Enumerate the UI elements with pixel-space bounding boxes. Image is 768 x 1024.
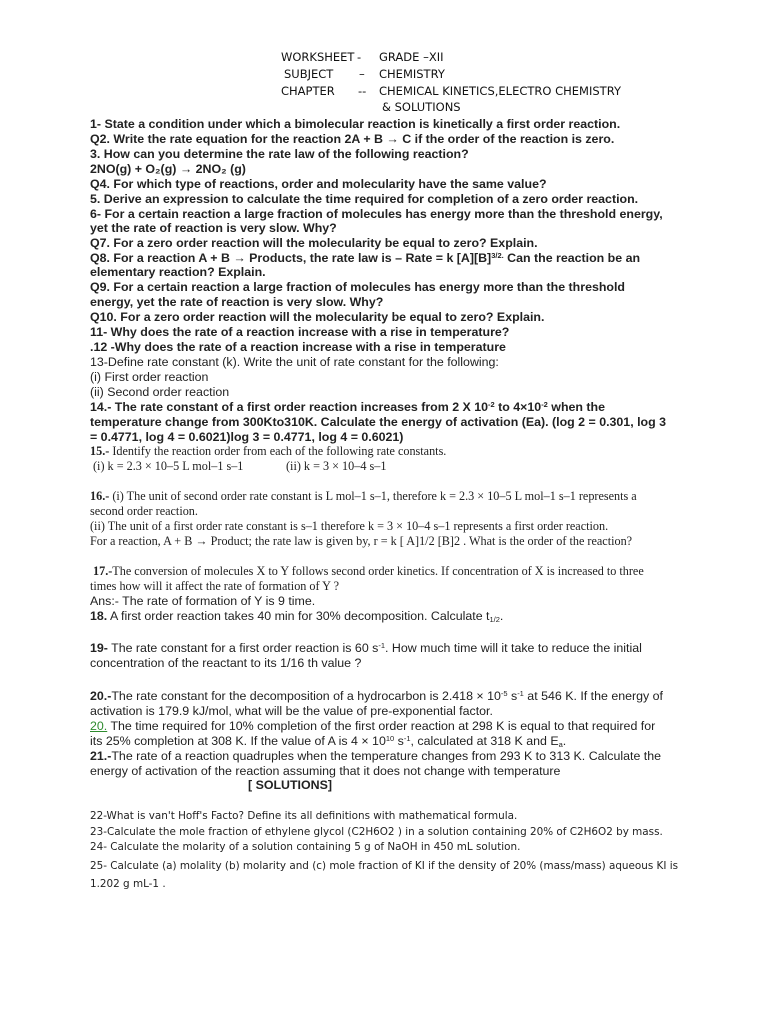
question-14-line-1: 14.- The rate constant of a first order reaction increases from 2 X $10^{-2}$ to $4\times 10^{-2}$ when the [90,400,605,414]
question-6-line-1: 6- For a certain reaction a large fraction of molecules has energy more than the threshold energy, [90,207,663,221]
question-16-line-2: second order reaction. [90,504,198,518]
question-12: .12 -Why does the rate of a reaction increase with a rise in temperature [90,340,506,354]
question-2: Q2. Write the rate equation for the reaction 2A + B → C if the order of the reaction is zero. [90,132,615,146]
question-22: 22-What is van't Hoff's Facto? Define its all definitions with mathematical formula. [90,810,518,822]
question-5: 5. Derive an expression to calculate the time required for completion of a zero order reaction. [90,192,639,206]
question-16-line-1: 16.- (i) The unit of second order rate constant is L mol–1 s–1, therefore k = 2.3 × 10–5 L mol–1 s–1 represents a [90,489,637,503]
solutions-heading: [ SOLUTIONS] [248,778,332,792]
question-3-equation: 2NO(g) + O₂(g) → 2NO₂ (g) [90,162,246,176]
header-label-subject: SUBJECT [284,67,334,81]
question-15-part-ii: (ii) k = 3 × 10–4 s–1 [286,459,387,473]
question-14-line-3: = 0.4771, log 4 = 0.6021)log 3 = 0.4771, log 4 = 0.6021) [90,430,404,444]
header-subject: CHEMISTRY [379,67,445,81]
question-19-line-2: concentration of the reactant to its 1/16 th value ? [90,656,362,670]
question-13-part-ii: (ii) Second order reaction [90,385,230,399]
question-14-line-2: temperature change from 300Kto310K. Calculate the energy of activation (Ea). (log 2 = 0.301, log 3 [90,415,666,429]
question-24: 24- Calculate the molarity of a solution containing 5 g of NaOH in 450 mL solution. [90,841,521,853]
question-15-part-i: (i) k = 2.3 × 10–5 L mol–1 s–1 [93,459,244,473]
question-13-part-i: (i) First order reaction [90,370,209,384]
question-16-line-3: (ii) The unit of a first order rate constant is s–1 therefore k = 3 × 10–4 s–1 represents a first order reaction. [90,519,609,533]
header-sep-1: - [357,50,362,64]
header-sep-2: – [359,67,365,81]
question-4: Q4. For which type of reactions, order and molecularity have the same value? [90,177,547,191]
question-6-line-2: yet the rate of reaction is very slow. Why? [90,221,337,235]
question-21-line-2: energy of activation of the reaction assuming that it does not change with temperature [90,764,561,778]
question-7: Q7. For a zero order reaction will the molecularity be equal to zero? Explain. [90,236,538,250]
header-chapter-cont: & SOLUTIONS [382,100,461,114]
header-sep-3: -- [358,84,367,98]
question-23: 23-Calculate the mole fraction of ethylene glycol (C2H6O2 ) in a solution containing 20% of C2H6O2 by mass. [90,826,663,838]
question-20b-line-2: its 25% completion at 308 K. If the value of A is $4 \times 10^{10}$ $s^{-1}$, calculated at 318 K and $E_a$. [90,734,567,749]
question-25-line-1: 25- Calculate (a) molality (b) molarity and (c) mole fraction of KI if the density of 20% (mass/mass) aqueous KI is [90,860,679,872]
question-20-line-2: activation is 179.9 kJ/mol, what will be the value of pre-exponential factor. [90,704,493,718]
question-17-answer: Ans:- The rate of formation of Y is 9 time. [90,594,316,608]
header-grade: GRADE –XII [379,50,444,64]
question-1: 1- State a condition under which a bimolecular reaction is kinetically a first order reaction. [90,117,621,131]
question-25-line-2: 1.202 g mL-1 . [90,878,166,890]
question-9-line-2: energy, yet the rate of reaction is very slow. Why? [90,295,384,309]
question-8-line-1: Q8. For a reaction A + B → Products, the rate law is – Rate = k $[A][B]^{3/2.}$ Can the reaction be an [90,251,641,265]
question-10: Q10. For a zero order reaction will the molecularity be equal to zero? Explain. [90,310,545,324]
question-8-line-2: elementary reaction? Explain. [90,265,266,279]
question-15: 15.- Identify the reaction order from each of the following rate constants. [90,444,447,458]
question-17-line-1: 17.-The conversion of molecules X to Y follows second order kinetics. If concentration of X is increased to three [93,564,644,578]
header-chapter: CHEMICAL KINETICS,ELECTRO CHEMISTRY [379,84,621,98]
question-9-line-1: Q9. For a certain reaction a large fraction of molecules has energy more than the threshold [90,280,626,294]
question-17-line-2: times how will it affect the rate of formation of Y ? [90,579,339,593]
question-18: 18. A first order reaction takes 40 min for 30% decomposition. Calculate $t_{1/2}$. [90,609,504,624]
question-20-line-1: 20.-The rate constant for the decomposition of a hydrocarbon is $2.418 \times 10^{-5}$ $s^{-1}$ at 546 K. If the energy of [90,689,663,703]
question-3: 3. How can you determine the rate law of the following reaction? [90,147,469,161]
question-16-line-4: For a reaction, A + B → Product; the rate law is given by, r = k [ A]1/2 [B]2 . What is the order of the reaction? [90,534,633,548]
header-label-worksheet: WORKSHEET [281,50,355,64]
question-21-line-1: 21.-The rate of a reaction quadruples when the temperature changes from 293 K to 313 K. Calculate the [90,749,662,763]
question-13: 13-Define rate constant (k). Write the unit of rate constant for the following: [90,355,499,369]
question-19-line-1: 19- The rate constant for a first order reaction is 60 $s^{-1}$. How much time will it take to reduce the initial [90,641,642,655]
question-11: 11- Why does the rate of a reaction increase with a rise in temperature? [90,325,510,339]
header-label-chapter: CHAPTER [281,84,335,98]
question-20b-line-1: 20. The time required for 10% completion of the first order reaction at 298 K is equal to that required for [90,719,656,733]
